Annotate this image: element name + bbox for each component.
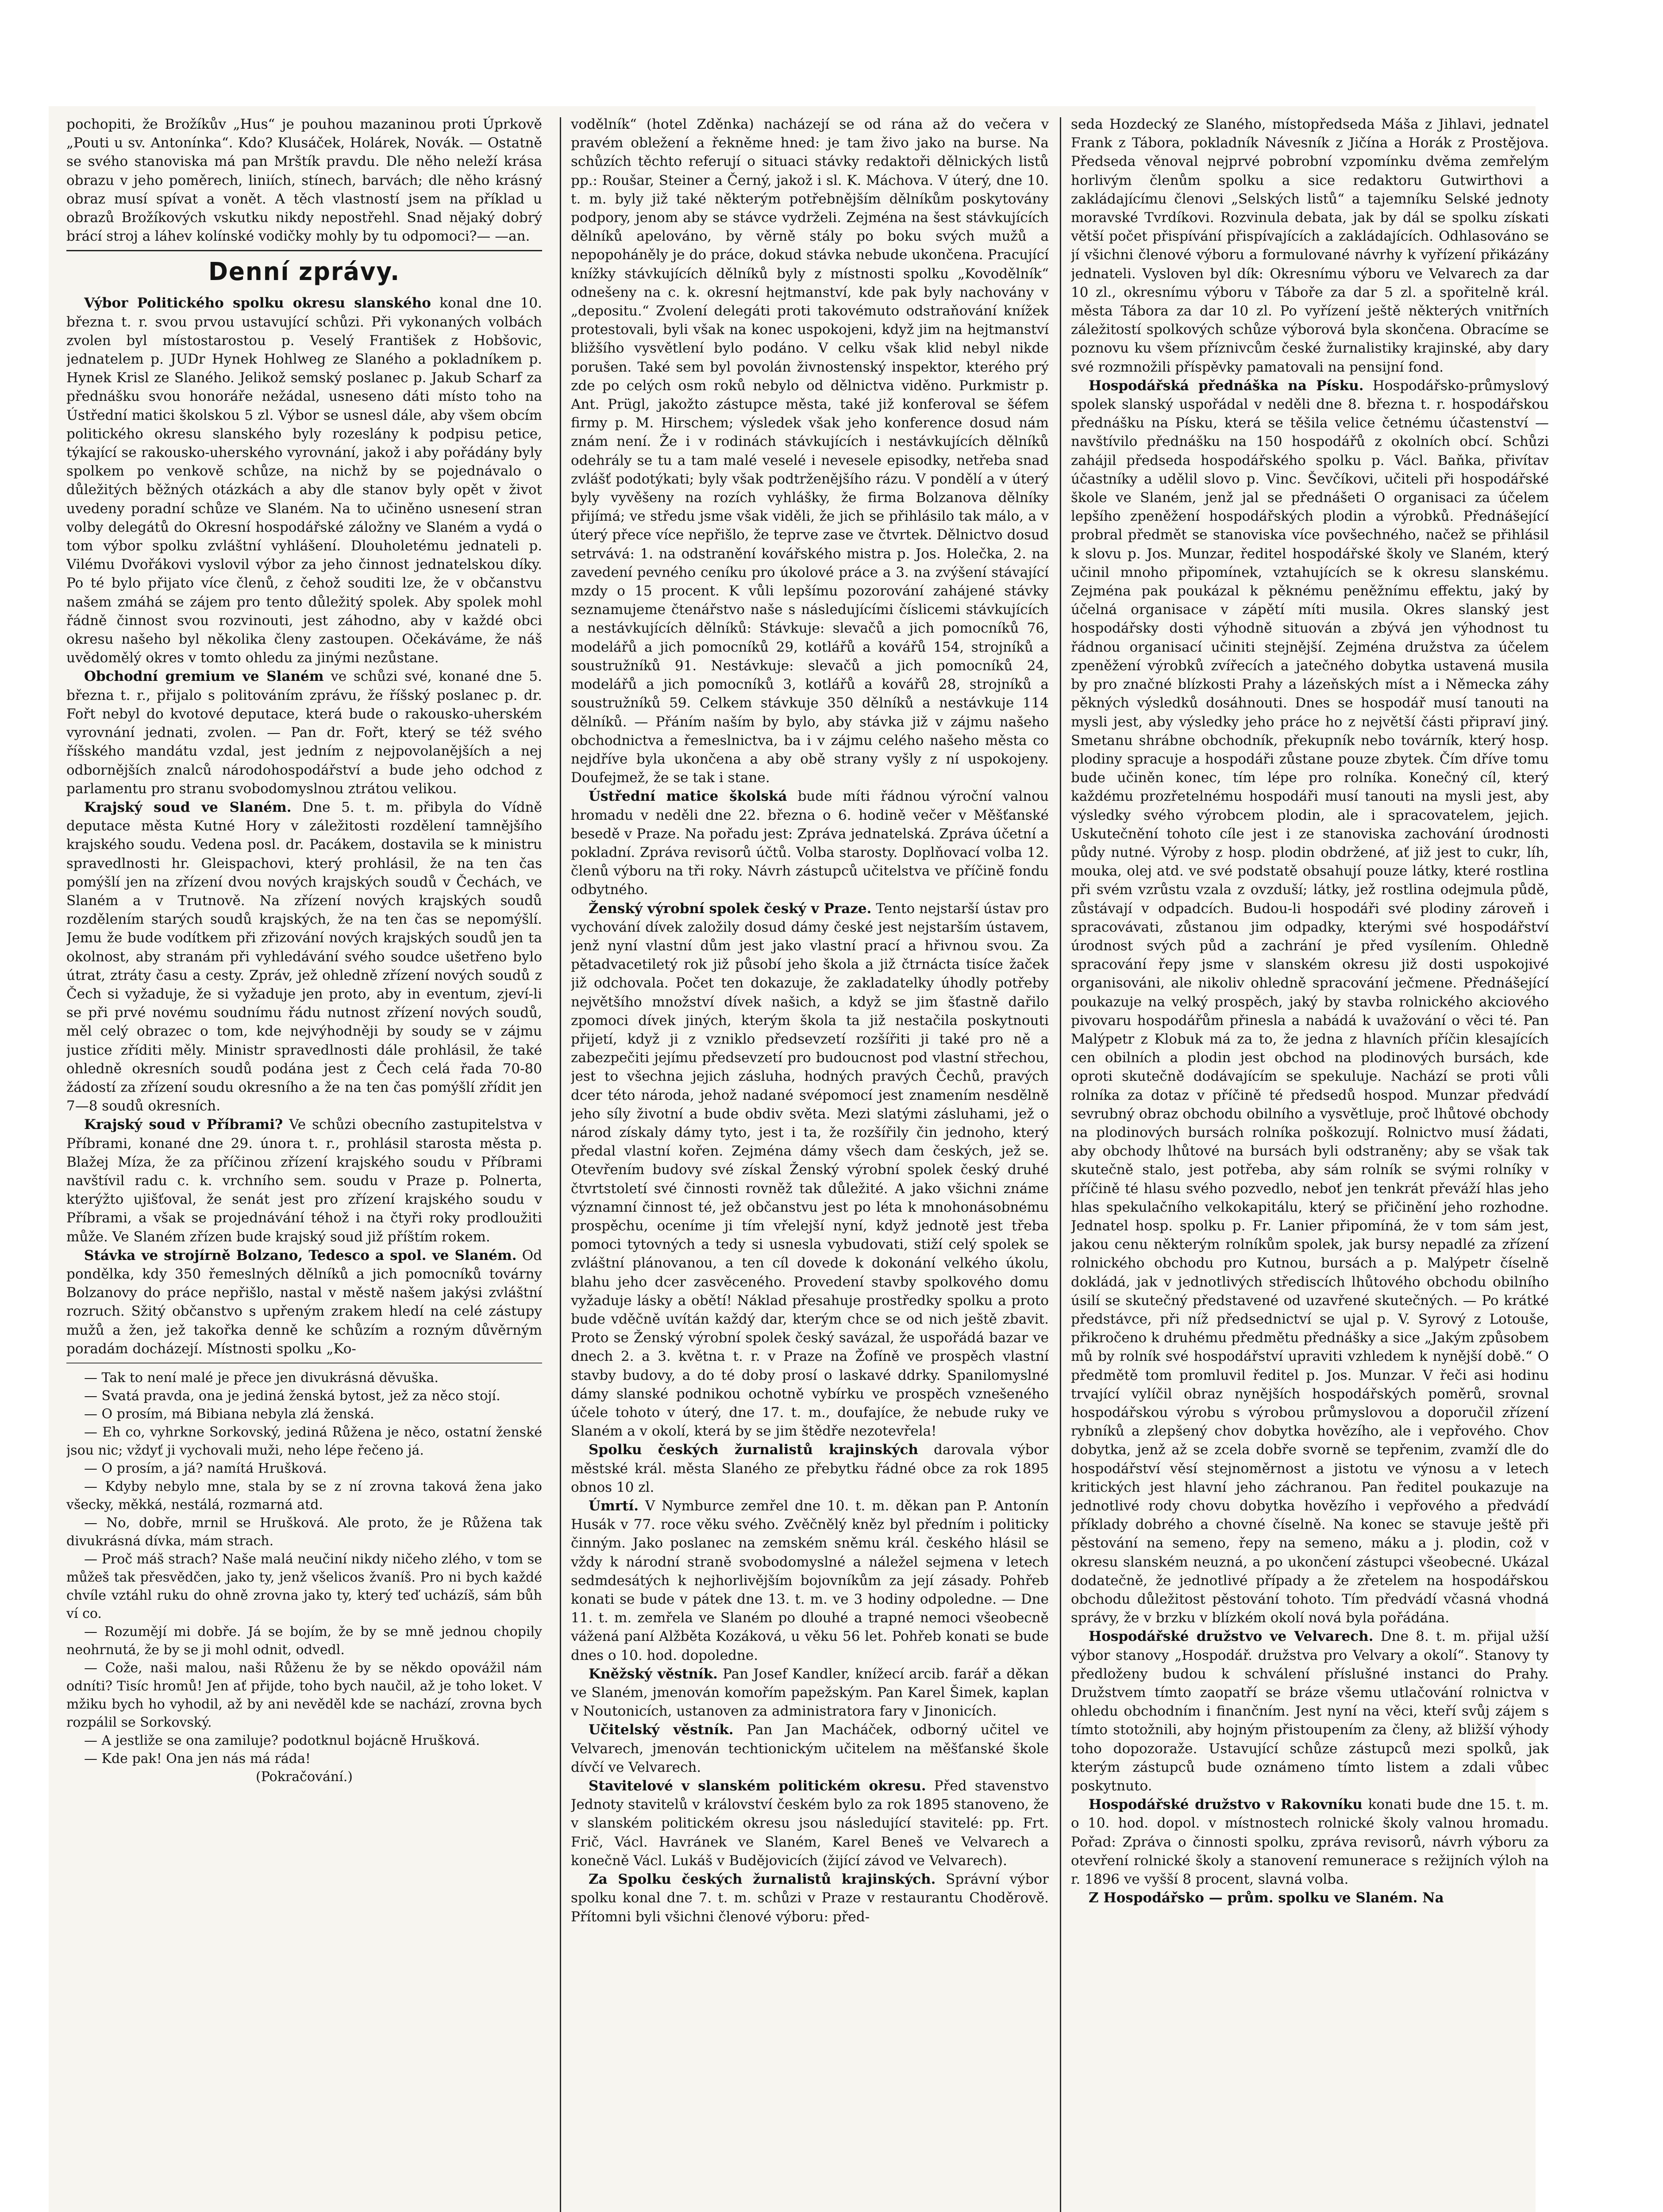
news-heading: Úmrtí. <box>589 1498 639 1514</box>
news-item <box>1071 376 1549 1628</box>
news-text: Od pondělka, kdy 350 řemeslných dělníků a jich pomocníků továrny Bolzanovy do práce nepřišlo, nastal v městě našem jakýsi zvláštní rozruch. Sžitý občanstvo s upřeným zrakem hledí na celé zástupy mužů a žen, jež takořka denně ke schůzím a rozným důvěrným poradám docházejí. Místnosti spolku „Ko- <box>66 1247 542 1357</box>
news-text: Dne 5. t. m. přibyla do Vídně deputace města Kutné Hory v záležitosti rozdělení tamnějšího krajského soudu. Vedena posl. dr. Pacákem, dostavila se k ministru spravedlnosti hr. Gleispachovi, který prohlásil, že na ten čas pomýšlí jen na zřízení dvou nových krajských soudů v Čechách, ve Slaném a v Trutnově. Na zřízení nových krajských soudů rozdělením starých soudů krajských, že na ten čas se nepomýšlí. Jemu že bude vodítkem při zřizování nových krajských soudů jen ta okolnost, aby stranám při vyhledávání svého soudce ušetřeno bylo útrat, ztráty času a cesty. Zpráv, jež ohledně zřízení nových soudů z Čech si vyžaduje, že si vyžaduje jen proto, aby in eventum, zjeví-li se při prvé novému soudnímu řádu nutnost zřízení nových soudů, měl celý obrazec o tom, kde nejvýhodněji by soudy se v zájmu justice zříditi měly. Ministr spravedlnosti dále prohlásil, že také ohledně okresních soudů podána jest z Čech celá řada 70-80 žádostí za zřízení soudu okresního a že na ten čas pomýšlí zřídit jen 7—8 soudů okresních. <box>66 799 542 1114</box>
news-heading: Z Hospodářsko — prům. spolku ve Slaném. Na <box>1089 1890 1444 1906</box>
news-heading: Hospodářská přednáška na Písku. <box>1089 377 1364 394</box>
column-rule <box>560 117 561 2212</box>
news-item <box>571 899 1049 1441</box>
dialogue-line: — Svatá pravda, ona je jediná ženská bytost, jež za něco stojí. <box>84 1388 500 1404</box>
dialogue-line: — O prosím, má Bibiana nebyla zlá ženská. <box>84 1406 374 1422</box>
dialogue-line: — Cože, naši malou, naši Růženu že by se někdo opovážil nám odníti? Tisíc hromů! Jen ať přijde, toho bych naučil, až je toho loket. V mžiku bych ho vyhodil, až by ani nevěděl kde se nachází, zrovna bych rozpálil se Sorkovský. <box>66 1660 542 1730</box>
news-heading: Stávka ve strojírně Bolzano, Tedesco a spol. ve Slaném. <box>84 1247 517 1263</box>
news-heading: Za Spolku českých žurnalistů krajinských. <box>589 1871 936 1888</box>
news-heading: Krajský soud v Příbrami? <box>84 1117 283 1133</box>
news-text: bude míti řádnou výroční valnou hromadu v neděli dne 22. března o 6. hodině večer v Měšťanské besedě v Praze. Na pořadu jest: Zpráva jednatelská. Zpráva účetní a pokladní. Zpráva revisorů účtů. Volba starosty. Doplňovací volba 12. členů výboru na tři roky. Návrh zástupců učitelstva ve příčině fondu odbytného. <box>571 788 1049 898</box>
news-text: V Nymburce zemřel dne 10. t. m. děkan pan P. Antonín Husák v 77. roce věku svého. Zvěčnělý kněz byl předním i politicky činným. Jako poslanec na zemském sněmu král. českého hlásil se vždy k národní straně svobodomyslné a náležel sejmena v letech sedmdesátých k nejhorlivějším bojovníkům za její zásady. Pohřeb konati se bude v pátek dne 13. t. m. ve 3 hodiny odpoledne. — Dne 11. t. m. zemřela ve Slaném po dlouhé a trapné nemoci všeobecně vážená paní Alžběta Kozáková, u věku 56 let. Pohřeb konati se bude dnes o 10. hod. dopoledne. <box>571 1498 1049 1663</box>
dialogue-line: — Rozumějí mi dobře. Já se bojím, že by se mně jednou chopily neohrnutá, že by se ji mohl odnit, odvedl. <box>66 1624 542 1658</box>
news-item <box>66 798 542 1115</box>
news-heading: Obchodní gremium ve Slaném <box>84 668 324 685</box>
news-item <box>571 1777 1049 1870</box>
dialogue-line: — Tak to není malé je přece jen divukrásná děvuška. <box>84 1370 439 1386</box>
news-text: Správní výbor spolku konal dne 7. t. m. schůzi v Praze v restaurantu Choděrově. Přítomni byli všichni členové výboru: před- <box>571 1871 1049 1925</box>
section-rule <box>66 250 542 251</box>
column-2 <box>571 115 1049 2212</box>
news-item <box>571 787 1049 899</box>
news-heading: Hospodářské družstvo v Rakovníku <box>1089 1797 1363 1813</box>
news-heading: Učitelský věstník. <box>589 1722 734 1738</box>
dialogue-line: — Proč máš strach? Naše malá neučiní nikdy ničeho zlého, v tom se můžeš tak přesvědčen, jako ty, jenž všelicos žvaníš. Pro ni bych každé chvíle vztáhl ruku do ohně zrovna jako ty, který teď ucházíš, sám bůh ví co. <box>66 1551 542 1621</box>
news-text: Hospodářsko-průmyslový spolek slanský uspořádal v neděli dne 8. března t. r. hospodářskou přednášku na Písku, která se těšila velice četnému účastenství — navštívilo přednášku na 150 hospodářů z okolních obcí. Schůzi zahájil předseda hospodářského spolku p. Václ. Baňka, přivítav účastníky a udělil slovo p. Vinc. Ševčíkovi, učiteli při hospodářské škole ve Slaném, jenž jal se přednášeti O organisaci za účelem lepšího zpeněžení hospodářských plodin a výrobků. Přednášející probral předmět se stanoviska více povšechného, načež se přihlásil k slovu p. Jos. Munzar, ředitel hospodářské školy ve Slaném, který učinil mnoho připomínek, vztahujících se k okresu slanskému. Zejména pak poukázal k pěknému peněžnímu effektu, jaký by účelná organisace v zápětí míti musila. Okres slanský jest hospodářsky dosti výhodně situován a zbývá jen výhodnost tu řádnou organisací učiniti stejnější. Zejména družstva za účelem zpeněžení výrobků zvířecích a jatečného dobytka ustavená musila by pro značné blízkosti Prahy a lázeňských míst a i Německa záhy pěkných výsledků dosáhnouti. Dnes se hospodář musí tanouti na mysli jest, aby výsledky jeho práce ho z největší části připraví jiný. Smetanu shrábne obchodník, překupník nebo továrník, který hosp. plodiny spracuje a hospodáři zůstane pouze zbytek. Čím dříve tomu bude učiněn konec, tím lépe pro rolníka. Konečný cíl, který každému prozřetelnému hospodáři musí tanouti na mysli jest, aby výsledky svého výrobcem plodin, ale i spracovatelem, jejich. Uskutečnění tohoto cíle jest i ze stanoviska zachování úrodnosti půdy nutné. Výroby z hosp. plodin obdržené, ať již jest to cukr, líh, mouka, olej atd. ve své podstatě obsahují pouze látky, které rostlina při svém vzrůstu vzala z ovzduší; látky, jež rostlina odejmula půdě, zůstávají v odpadcích. Budou-li hospodáři své plodiny zároveň i spracovávati, zůstanou jim odpadky, kterými své hospodářství úrodnost svých půd a zachrání je před vysílením. Ohledně spracování řepy jsme v slanském okresu již dosti uspokojivé organisováni, ale nikoliv ohledně spracování ječmene. Přednášející poukazuje na velký prospěch, jaký by stavba rolnického akciového pivovaru hospodářům přinesla a nabádá k uvažování o věci té. Pan Malýpetr z Klobuk má za to, že jedna z hlavních příčin klesajících cen obilních a plodin jest obchod na plodinových bursách, kde oproti skutečně dodávajícím se spekuluje. Nachází se proti vůli rolníka za dotaz v příčině té předsedů hospod. Munzar předvádí sevrubný obraz obchodu obilního a vysvětluje, proč lhůtové obchody na plodinových bursách rolníka poškozují. Rolnictvo musí žádati, aby obchody lhůtové na bursách byli odstraněny; aby se však tak skutečně stalo, jest potřeba, aby sám rolník se svými rolníky v příčině té hlasu svého pozvedlo, neboť jen tenkrát převáží hlas jeho hlas spekulačního velkokapitálu, který se přičinění jeho rozhodne. Jednatel hosp. spolku p. Fr. Lanier připomíná, že v tom sám jest, jakou cenu některým rolníkům spolek, jak bursy nepadlé za zřízení rolnického obchodu pro Kutnou, bursách a p. Malýpetr číselně dokládá, jak v jednotlivých střediscích lhůtového obchodu obilního úsilí se skutečný představené od uzavřené skutečných. — Po krátké předstávce, při níž předsednictví se ujal p. V. Syrový z Lotouše, přikročeno k druhému předmětu přednášky a sice „Jakým způsobem mů by rolník své hospodářství upraviti vzhledem k nynější době.“ O předmětě tom promluvil ředitel p. Jos. Munzar. V řeči asi hodinu trvající vylíčil obraz nynějších hospodářských poměrů, srovnal hospodářskou výrobu s výrobou průmyslovou a doporučil zřízení rybníků a zlepšený chov dobytka hovězího, ale i vepřového. Chov dobytka, jenž až se zcela dobře svorně se tepřenim, zvamží dle do hospodářství věsí stejnoměrnost a jistotu ve výnosu a v letech kritických jest hlavní jeho záchranou. Pan ředitel poukazuje na jednotlivé rody chovu dobytka hovězího i vepřového a předvádí příklady dobrého a chovné číselně. Na konec se stavuje ještě při pěstování na semeno, řepy na semeno, máku a j. plodin, což v okresu slanském neuzná, a po ukončení zástupci všeobecné. Ukázal dodatečně, že jednotlivé případy a že zřetelem na hospodářskou obchodu důležitost pěstování tohoto. Tím předvádí včasná vhodná správy, že v brzku v blízkém okolí nová byla pořádána. <box>1071 377 1549 1626</box>
news-item <box>571 1720 1049 1777</box>
section-title: Denní zprávy. <box>208 257 400 287</box>
dialogue-line: — O prosím, a já? namítá Hrušková. <box>84 1461 327 1476</box>
news-item <box>1071 1627 1549 1795</box>
news-heading: Ženský výrobní spolek český v Praze. <box>589 900 872 917</box>
news-text: Ve schůzi obecního zastupitelstva v Příbrami, konané dne 29. února t. r., prohlásil starosta města p. Blažej Míza, že za příčinou zřízení krajského soudu v Příbrami navštívil radu c. k. vrchního sem. soudu v Praze p. Polnerta, kterýžto ujišťoval, že senát jest pro zřízení krajského soudu v Příbrami, a však se projednávání téhož i na čtyři roky prodloužiti může. Ve Slaném zřízen bude krajský soud již příštím rokem. <box>66 1117 542 1245</box>
dialogue-line: — Eh co, vyhrkne Sorkovský, jediná Růžena je něco, ostatní ženské jsou nic; vždyť ji vychovali muži, neho lépe řečeno já. <box>66 1425 542 1458</box>
news-text: ve schůzi své, konané dne 5. března t. r., přijalo s politováním zprávu, že říšský poslanec p. dr. Fořt nebyl do kvotové deputace, která bude o rakousko-uherském vyrovnání jednati, zvolen. — Pan dr. Fořt, který se též svého říšského mandátu vzdal, jest jedním z nejpovolanějších a nej odbornějších znalců národohospodářství a bude jeho odchod z parlamentu pro stranu svobodomyslnou ztrátou velikou. <box>66 668 542 797</box>
article-continuation: pochopiti, že Brožíkův „Hus“ je pouhou mazaninou proti Úprkově „Pouti u sv. Antonínka“. Kdo? Klusáček, Holárek, Novák. — Ostatně se svého stanoviska má pan Mrštík pravdu. Dle něho neleží krása obrazu v jeho poměrech, liniích, stínech, barvách; dle něho krásný obraz musí spívat a vonět. A těch vlastností jsem na příklad u obrazů Brožíkových vskutku nikdy nepostřehl. Snad nějaký dobrý brácí stroj a láhev kolínské vodičky mohly by tu odpomoci?— —an. <box>66 116 542 245</box>
news-heading: Ústřední matice školská <box>589 788 787 805</box>
news-item <box>571 1665 1049 1721</box>
dialogue-line: — No, dobře, mrnil se Hrušková. Ale proto, že je Růžena tak divukrásná dívka, mám strach. <box>66 1515 542 1549</box>
article-continuation: vodělník“ (hotel Zděnka) nacházejí se od rána až do večera v pravém obležení a řekněme hned: je tam živo jako na burse. Na schůzích těchto referují o situaci stávky redaktoři dělnických listů pp.: Roušar, Steiner a Černý, jakož i sl. K. Máchova. V úterý, dne 10. t. m. byly již také některým potřebnějším dělníkům poskytovány podpory, jenom aby se stávce vydrželi. Zejména na šest stávkujících dělníků apelováno, by věrně stály po boku svých mužů a nepopoháněly je do práce, dokud stávka nebude ukončena. Pracující knížky stávkujících dělníků byly z místnosti spolku „Kovodělník“ odnešeny na c. k. okresní hejtmanství, kde pak byly nachovány v „depositu.“ Zvolení delegáti proti takovémuto odstraňování knížek protestovali, byli však na konec uspokojeni, když jim na hejtmanství bližšího vysvětlení bylo podáno. V celku však klid nebyl nikde porušen. Také sem byl povolán živnostenský inspektor, kterého prý zde po celých osm roků nebylo od dělnictva viděno. Purkmistr p. Ant. Prügl, jakožto zástupce města, také již konferoval se šéfem firmy p. M. Hirschem; výsledek však jeho konference dosud nám znám není. Že i v rodinách stávkujících i nestávkujících dělníků odehrály se tu a tam malé veselé i nevesele episodky, netřeba snad zvlášť podotýkati; byly však podtrženějšího rázu. V pondělí a v úterý byly vyvěšeny na rozích vyhlášky, že firma Bolzanova dělníky přijímá; ve středu jsme však viděli, že jich se přihlásilo tak málo, a v úterý přece více nepřišlo, že teprve zase ve čtvrtek. Dělnictvo dosud setrvává: 1. na odstranění kovářského mistra p. Jos. Holečka, 2. na zavedení pevného ceníku pro úkolové práce a 3. na zvýšení stávající mzdy o 15 procent. K vůli lepšímu pozorování zahájené stávky seznamujeme čtenářstvo naše s následujícími číslicemi stávkujících a nestávkujících dělníků: Stávkuje: slevačů a jich pomocníků 76, modelářů a jich pomocníků 29, kotlářů a kovářů 154, strojníků a soustružníků 91. Nestávkuje: slevačů a jich pomocníků 24, modelářů a jich pomocníků 3, kotlářů a kovářů 28, strojníků a soustružníků 59. Celkem stávkuje 350 dělníků a nestávkuje 114 dělníků. — Přáním naším by bylo, aby stávka již v zájmu našeho obchodnictva a řemeslnictva, ba i v zájmu celého našeho města co nejdříve byla ukončena a aby obě strany vyšly z ní uspokojeny. Doufejmež, že se tak i stane. <box>571 116 1049 786</box>
news-item <box>66 1246 542 1358</box>
news-item <box>571 1497 1049 1665</box>
news-item <box>571 1870 1049 1926</box>
news-heading: Spolku českých žurnalistů krajinských <box>589 1442 918 1458</box>
news-text: darovala výbor městské král. města Slaného ze přebytku řádné obce za rok 1895 obnos 10 zl. <box>571 1442 1049 1495</box>
dialogue-line: — A jestliže se ona zamiluje? podotknul bojácně Hrušková. <box>84 1733 480 1748</box>
column-3 <box>1071 115 1549 2212</box>
news-text: konati bude dne 15. t. m. o 10. hod. dopol. v místnostech rolnické školy valnou hromadu. Pořad: Zpráva o činnosti spolku, zpráva revisorů, návrh výboru za otevření rolnické školy a stanovení remunerace s režijních výloh na r. 1896 ve vyšší 8 procent, slavná volba. <box>1071 1797 1549 1888</box>
news-item <box>66 667 542 798</box>
column-rule <box>1060 117 1061 2212</box>
news-text: konal dne 10. března t. r. svou prvou ustavující schůzi. Při vykonaných volbách zvolen byl místostarostou p. Veselý František z Hobšovic, jednatelem p. JUDr Hynek Hohlweg ze Slaného a pokladníkem p. Hynek Krisl ze Slaného. Jelikož semský poslanec p. Jakub Scharf za přednášku svou honoráře nežádal, usneseno dáti místo toho na Ústřední matici školskou 5 zl. Výbor se usnesl dále, aby všem obcím politického okresu slanského byly rozeslány k podpisu petice, týkající se rakousko-uherského vyrovnání, jakož i aby pořádány byly spolkem po venkově schůze, na nichž by se pojednávalo o důležitých běžných otázkách a aby dle stanov byly opět v život uvedeny poradní schůze ve Slaném. Na to učiněno usnesení stran volby delegátů do Okresní hospodářské záložny ve Slaném a vydá o tom výbor spolku zvláštní vyhlášení. Dlouholetému jednateli p. Vilému Dvořákovi vyslovil výbor za jeho činnost jednatelskou díky. Po té bylo přijato více členů, z čehož souditi lze, že v občanstvu našem zmáhá se zájem pro tento důležitý spolek. Aby spolek mohl řádně činnost svou rozvinouti, jest záhodno, aby v každé obci okresu našeho byl několika členy zastoupen. Očekáváme, že náš uvědomělý okres v tomto ohledu za jinými nezůstane. <box>66 295 542 666</box>
news-item <box>66 294 542 667</box>
news-text: Tento nejstarší ústav pro vychování dívek založily dosud dámy české jest nejstarším ústavem, jenž nyní vlastní dům jest jako vlastní prací a hřivnou svou. Za pětadvacetiletý rok již působí jeho škola a již čtrnácta tisíce žaček již odchovala. Počet ten dokazuje, že zakladatelky úhodly potřeby největšího množství dívek našich, a když se jim šťastně dařilo zpomoci dívek jiných, kterým škola ta již nestačila poskytnouti přijetí, když ji z vzniklo předsevzetí rozšířiti ji také pro ně a zabezpečiti jejímu předsevzetí pro budoucnost pod vlastní střechou, jest to všechna jejich zásluha, hodných pravých Čechů, pravých dcer této národa, jehož nadané svépomocí jest znamením nesdělně jeho síly životní a bude obdiv světa. Mezi slatými zásluhami, jež o národ získaly dámy tyto, jest i ta, že rozšířily čin jednoho, který předal vlastní kořen. Zejména dámy všech dam českých, jež se. Otevřením budovy své získal Ženský výrobní spolek český druhé čtvrtstoletí své činnosti rovněž tak důležité. A jako všichni známe významní činnost té, jež občanstvu jest po léta k mnohonásobnému prospěchu, oceníme ji tím vřelejší nyní, když jednotě jest třeba pomoci tytovných a tedy si usnesla vybudovati, stiží celý spolek se zvláštní plánovanou, a ten cíl dovede k dokonání velkého úkolu, blahu jeho dcer zasvěceného. Provedení stavby spolkového domu vyžaduje lásky a obětí! Náklad přesahuje prostředky spolku a proto bude vděčně uvítán každý dar, kterým chce se od nich ještě zbavit. Proto se Ženský výrobní spolek český savázal, že uspořádá bazar ve dnech 2. a 3. května t. r. v Praze na Žofíně ve prospěch vlastní stavby budovy, a do té doby prosí o laskavé ddrky. Spanilomyslné dámy slanské podnikou ochotně vybírku ve prospěch vznešeného účele tohoto v úterý, dne 17. t. m., doufajíce, že nebude ruky ve Slaném a v okolí, která by se jim štědře nezotevřela! <box>571 900 1049 1440</box>
news-text: Dne 8. t. m. přijal užší výbor stanovy „Hospodář. družstva pro Velvary a okolí“. Stanovy ty předloženy budou k schválení příslušné instanci do Prahy. Družstvem tímto zaopatří se bráze všemu utlačování rolnictva v ohledu obchodním i finančním. Jest nyní na věci, kteří svůj zájem s tímto stotožnili, aby hojným přistoupením za členy, až bližší výhody toho dopozoraže. Ustavující schůze zástupců mezi spolků, jak kterým zástupců bude oznámeno tímto listem a zdali vůbec poskytnuto. <box>1071 1628 1549 1794</box>
continuation-note: (Pokračování.) <box>256 1769 353 1785</box>
news-item <box>571 1440 1049 1497</box>
news-heading: Kněžský věstník. <box>589 1666 718 1682</box>
news-text: Před stavenstvo Jednoty stavitelů v království českém bylo za rok 1895 stanoveno, že v slanském politickém okresu jsou následující stavitelé: pp. Frt. Frič, Václ. Havránek ve Slaném, Karel Beneš ve Velvarech a konečně Václ. Lukáš v Budějovicích (žijící závod ve Velvarech). <box>571 1778 1049 1869</box>
news-item <box>1071 1795 1549 1889</box>
dialogue-line: — Kde pak! Ona jen nás má ráda! <box>84 1751 311 1767</box>
column-1 <box>66 115 542 2212</box>
feuilleton <box>66 1369 542 1786</box>
news-heading: Hospodářské družstvo ve Velvarech. <box>1089 1628 1374 1645</box>
news-text: Pan Jan Macháček, odborný učitel ve Velvarech, jmenován techtionickým učitelem na měšťanské škole dívčí ve Velvarech. <box>571 1722 1049 1775</box>
dialogue-line: — Kdyby nebylo mne, stala by se z ní zrovna taková žena jako všecky, měkká, nestálá, rozmarná atd. <box>66 1479 542 1513</box>
news-heading: Stavitelové v slanském politickém okresu. <box>589 1778 926 1794</box>
news-heading: Krajský soud ve Slaném. <box>84 799 292 815</box>
article-continuation: seda Hozdecký ze Slaného, místopředseda Máša z Jihlavi, jednatel Frank z Tábora, pokladník Návesník z Jičína a Horák z Prostějova. Předseda věnoval nejprvé pobrobní vzpomínku dvěma zemřelým horlivým členům spolku a sice redaktoru Gutwirthovi a zakládajícímu členovi „Selských listů“ a tajemníku Selské jednoty moravské Tvrdíkovi. Rozvinula debata, jak by dál se spolku získati větší počet přispívání přispívajících a zakládajících. Odhlasováno se jí všichni členové výboru a formulované návrhy k vyřízení přikázány jednateli. Vysloven byl dík: Okresnímu výboru ve Velvarech za dar 10 zl., okresnímu výboru v Táboře za dar 5 zl. a spořitelně král. města Tábora za dar 10 zl. Po vyřízení ještě některých vnitřních záležitostí spolkových schůze výborová byla skončena. Obracíme se poznovu ku všem příznivcům české žurnalistiky krajinské, aby dary své rozmnožili příspěvky pamatovali na pensijní fond. <box>1071 116 1549 375</box>
news-item <box>66 1115 542 1246</box>
news-text: Pan Josef Kandler, knížecí arcib. farář a děkan ve Slaném, jmenován komořím papežským. Pan Karel Šimek, kaplan v Noutonicích, ustanoven za administratora fary v Jinonicích. <box>571 1666 1049 1720</box>
news-heading: Výbor Politického spolku okresu slanského <box>84 295 431 311</box>
